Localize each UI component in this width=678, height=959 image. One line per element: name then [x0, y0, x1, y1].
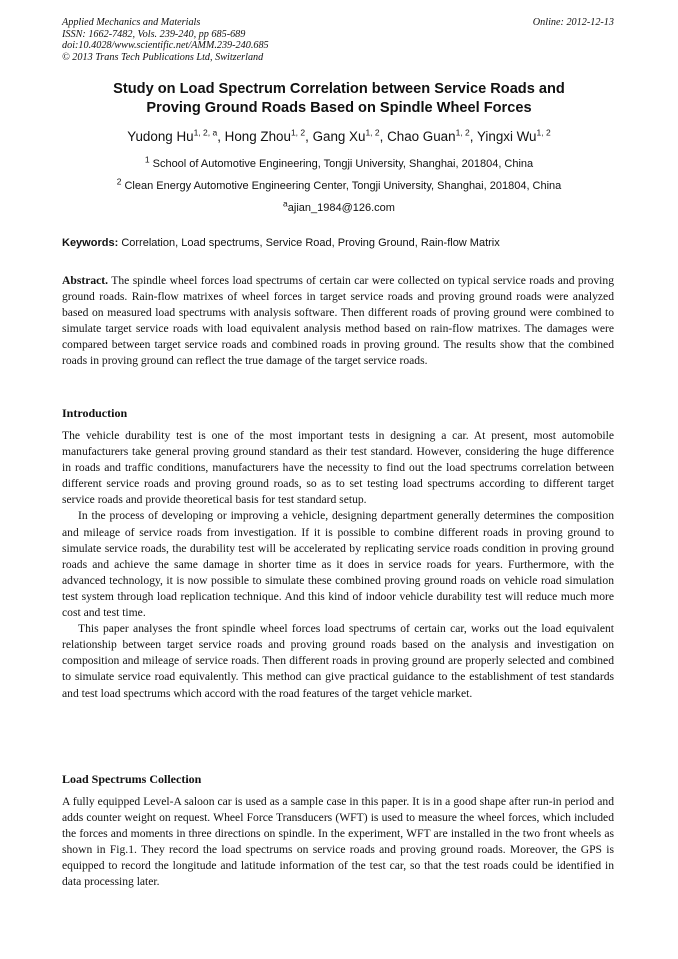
author-email: $^a$ajian_1984@126.com [283, 198, 395, 214]
abstract-text: The spindle wheel forces load spectrums of certain car were collected on typical service roads and proving ground roads. Rain-flow matrixes of wheel forces in target service roads and proving ground roads were analyzed based on measured load spectrums with analysis software. Then different roads of proving ground were combined to simulate target service roads with load equivalent analysis method based on rain-flow matrixes. The damages were compared between target service roads and combined roads in proving ground. The results show that the combined roads in proving ground can reflect the true damage of the target service roads. [62, 274, 614, 368]
keywords-label: Keywords: [62, 237, 119, 249]
abstract-label: Abstract. [62, 274, 109, 287]
title-line-2: Proving Ground Roads Based on Spindle Wheel Forces [146, 100, 532, 116]
issn-line: ISSN: 1662-7482, Vols. 239-240, pp 685-689 [62, 28, 246, 40]
collection-body [62, 794, 614, 891]
keywords-text: Correlation, Load spectrums, Service Road, Proving Ground, Rain-flow Matrix [121, 237, 500, 249]
paragraph: The vehicle durability test is one of the most important tests in designing a car. At present, most automobile manufacturers take general proving ground standard as their test standard. However, considering the huge difference in roads and traffic conditions, manufacturers have the necessity to find out the load spectrums correlation between different service roads and proving ground roads, so as to set testing load spectrums according to different target service roads and provide theoretical basis for test standard setup. [62, 429, 614, 507]
online-date: Online: 2012-12-13 [532, 17, 614, 28]
paragraph: In the process of developing or improving a vehicle, designing department generally determines the composition and mileage of service roads from investigation. If it is possible to combine different roads in proving ground to simulate service roads, the durability test will be accelerated by replicating service roads condition in proving ground roads and achieve the same damage in shorter time as it does in service roads for years. Furthermore, with the advanced technology, it is now possible to simulate these combined proving ground roads on vehicle road simulation test system through load replication technique. And this kind of indoor vehicle durability test will reduce much more cost and test time. [62, 509, 614, 620]
copyright-line: © 2013 Trans Tech Publications Ltd, Switzerland [62, 51, 264, 63]
author: Gang Xu$^{1, 2}$, [312, 127, 388, 144]
paper-title [62, 80, 616, 118]
author: Chao Guan$^{1, 2}$, [387, 127, 477, 144]
author: Yingxi Wu$^{1, 2}$ [476, 127, 551, 144]
doi-line: doi:10.4028/www.scientific.net/AMM.239-240.685 [62, 40, 269, 52]
author: Yudong Hu$^{1, 2, a}$, [127, 127, 225, 144]
paragraph: A fully equipped Level-A saloon car is used as a sample case in this paper. It is in a good shape after run-in period and adds counter weight on request. Wheel Force Transducers (WFT) is used to measure the wheel forces, which included the forces and moments in three directions on spindle. In the experiment, WFT are installed in the two front wheels as shown in Fig.1. They record the load spectrums on service roads and proving ground roads. Moreover, the GPS is equipped to record the longitude and latitude information of the test car, so that the test roads could be identified in data processing later. [62, 795, 614, 889]
section-heading-collection: Load Spectrums Collection [62, 772, 202, 786]
title-line-1: Study on Load Spectrum Correlation between Service Roads and [113, 81, 565, 97]
author-list [40, 128, 638, 146]
abstract [62, 273, 614, 370]
journal-name: Applied Mechanics and Materials [62, 17, 201, 28]
section-heading-introduction: Introduction [62, 406, 128, 420]
affiliation-2: $^2$ Clean Energy Automotive Engineering Center, Tongji University, Shanghai, 201804, China [116, 176, 562, 192]
journal-header [62, 17, 269, 63]
paragraph: This paper analyses the front spindle wheel forces load spectrums of certain car, works out the load equivalent relationship between target service roads and proving ground roads based on the analysis and investigation on composition and mileage of service roads. Then different roads in proving ground are properly selected and combined to simulate service road equivalently. This method can give practical guidance to the establishment of test standards and test load spectrums which accord with the road features of the target vehicle market. [62, 622, 614, 700]
author: Hong Zhou$^{1, 2}$, [224, 127, 313, 144]
affiliation-1: $^1$ School of Automotive Engineering, Tongji University, Shanghai, 201804, China [144, 154, 534, 170]
keywords [62, 236, 622, 250]
introduction-body [62, 428, 614, 702]
